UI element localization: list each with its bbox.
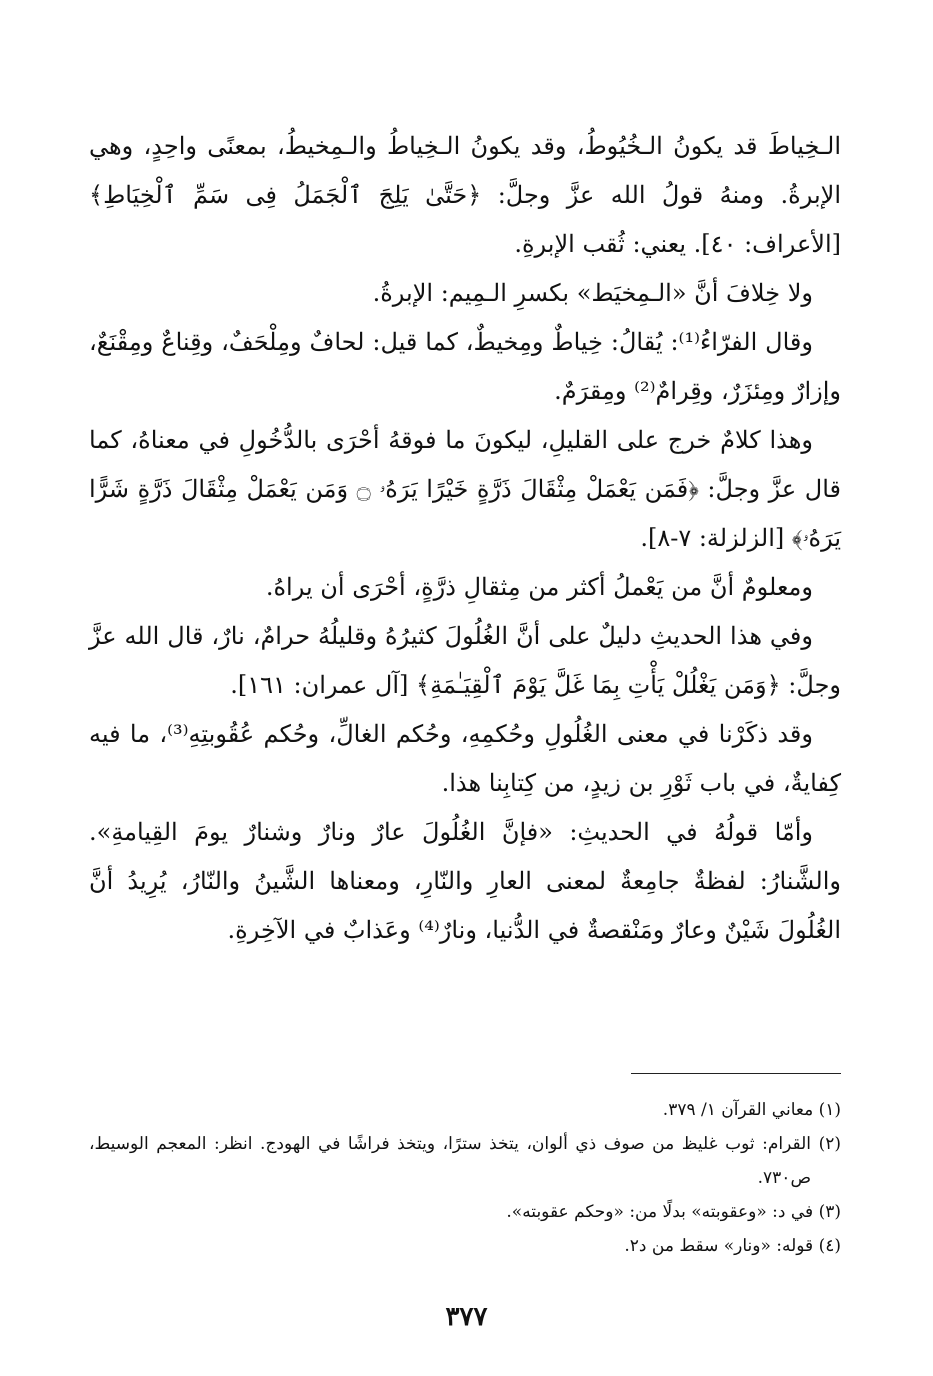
paragraph-5: ومعلومٌ أنَّ من يَعْملُ أكثر من مِثقالِ ذرَّةٍ، أحْرَى أن يراهُ.: [265, 573, 813, 601]
paragraph-2: ولا خِلافَ أنَّ «الـمِخيَط» بكسرِ الـمِيم: الإبرةُ.: [372, 279, 813, 307]
paragraph-8: وأمّا قولُهُ في الحديثِ: «فإنَّ الغُلُولَ عارٌ ونارٌ وشنارٌ يومَ القِيامةِ». والشَّنارُ: لفظةٌ جامِعةٌ لمعنى العارِ والنّارِ، ومعناها الشَّينُ والنّارُ، يُرِيدُ أنَّ الغُلُولَ شَيْنٌ وعارٌ ومَنْقصةٌ في الدُّنيا، ونارٌ⁽⁴⁾ وعَذابٌ في الآخِرةِ.: [89, 818, 841, 944]
footnotes: [89, 1093, 841, 1263]
paragraph-7: وقد ذكَرْنا في معنى الغُلُولِ وحُكمِهِ، وحُكم الغالِّ، وحُكم عُقُوبتِهِ⁽³⁾، ما فيه كِفايةٌ، في باب ثَوْرِ بن زيدٍ، من كِتابِنا هذا.: [89, 720, 841, 797]
main-text: [89, 122, 841, 955]
paragraph-4: وهذا كلامٌ خرج على القليلِ، ليكونَ ما فوقهُ أحْرَى بالدُّخُولِ في معناهُ، كما قال عزَّ وجلَّ: ﴿فَمَن يَعْمَلْ مِثْقَالَ ذَرَّةٍ خَيْرًا يَرَهُۥ ۝ وَمَن يَعْمَلْ مِثْقَالَ ذَرَّةٍ شَرًّا يَرَهُۥ﴾ [الزلزلة: ٧-٨].: [89, 426, 842, 552]
paragraph-3: وقال الفرّاءُ⁽¹⁾: يُقالُ: خِياطٌ ومِخيطٌ، كما قيل: لحافٌ ومِلْحَفٌ، وقِناعٌ ومِقْنَعٌ، وإزارٌ ومِئزَرٌ، وقِرامٌ⁽²⁾ ومِقرَمٌ.: [89, 328, 841, 405]
footnote-3: (٣) في د: «وعقوبته» بدلًا من: «وحكم عقوبته».: [506, 1202, 841, 1222]
footnote-4: (٤) قوله: «ونار» سقط من د٢.: [624, 1236, 841, 1256]
page-number: ٣٧٧: [445, 1302, 488, 1332]
paragraph-6: وفي هذا الحديثِ دليلٌ على أنَّ الغُلُولَ كثيرُهُ وقليلُهُ حرامٌ، نارٌ، قال الله عزَّ وجلَّ: ﴿وَمَن يَغْلُلْ يَأْتِ بِمَا غَلَّ يَوْمَ ٱلْقِيَـٰمَةِ﴾ [آل عمران: ١٦١].: [89, 622, 841, 699]
footnote-divider: [631, 1073, 841, 1074]
footnote-2: (٢) القرام: ثوب غليظ من صوف ذي ألوان، يتخذ سترًا، ويتخذ فراشًا في الهودج. انظر: المعجم الوسيط، ص٧٣٠.: [89, 1134, 841, 1188]
paragraph-1: الـخِياطَ قد يكونُ الـخُيُوطُ، وقد يكونُ الـخِياطُ والـمِخيطُ، بمعنًى واحِدٍ، وهي الإبرةُ. ومنهُ قولُ الله عزَّ وجلَّ: ﴿حَتَّىٰ يَلِجَ ٱلْجَمَلُ فِى سَمِّ ٱلْخِيَاطِ﴾ [الأعراف: ٤٠]. يعني: ثُقب الإبرةِ.: [89, 132, 841, 258]
footnote-1: (١) معاني القرآن ١/ ٣٧٩.: [662, 1100, 841, 1120]
